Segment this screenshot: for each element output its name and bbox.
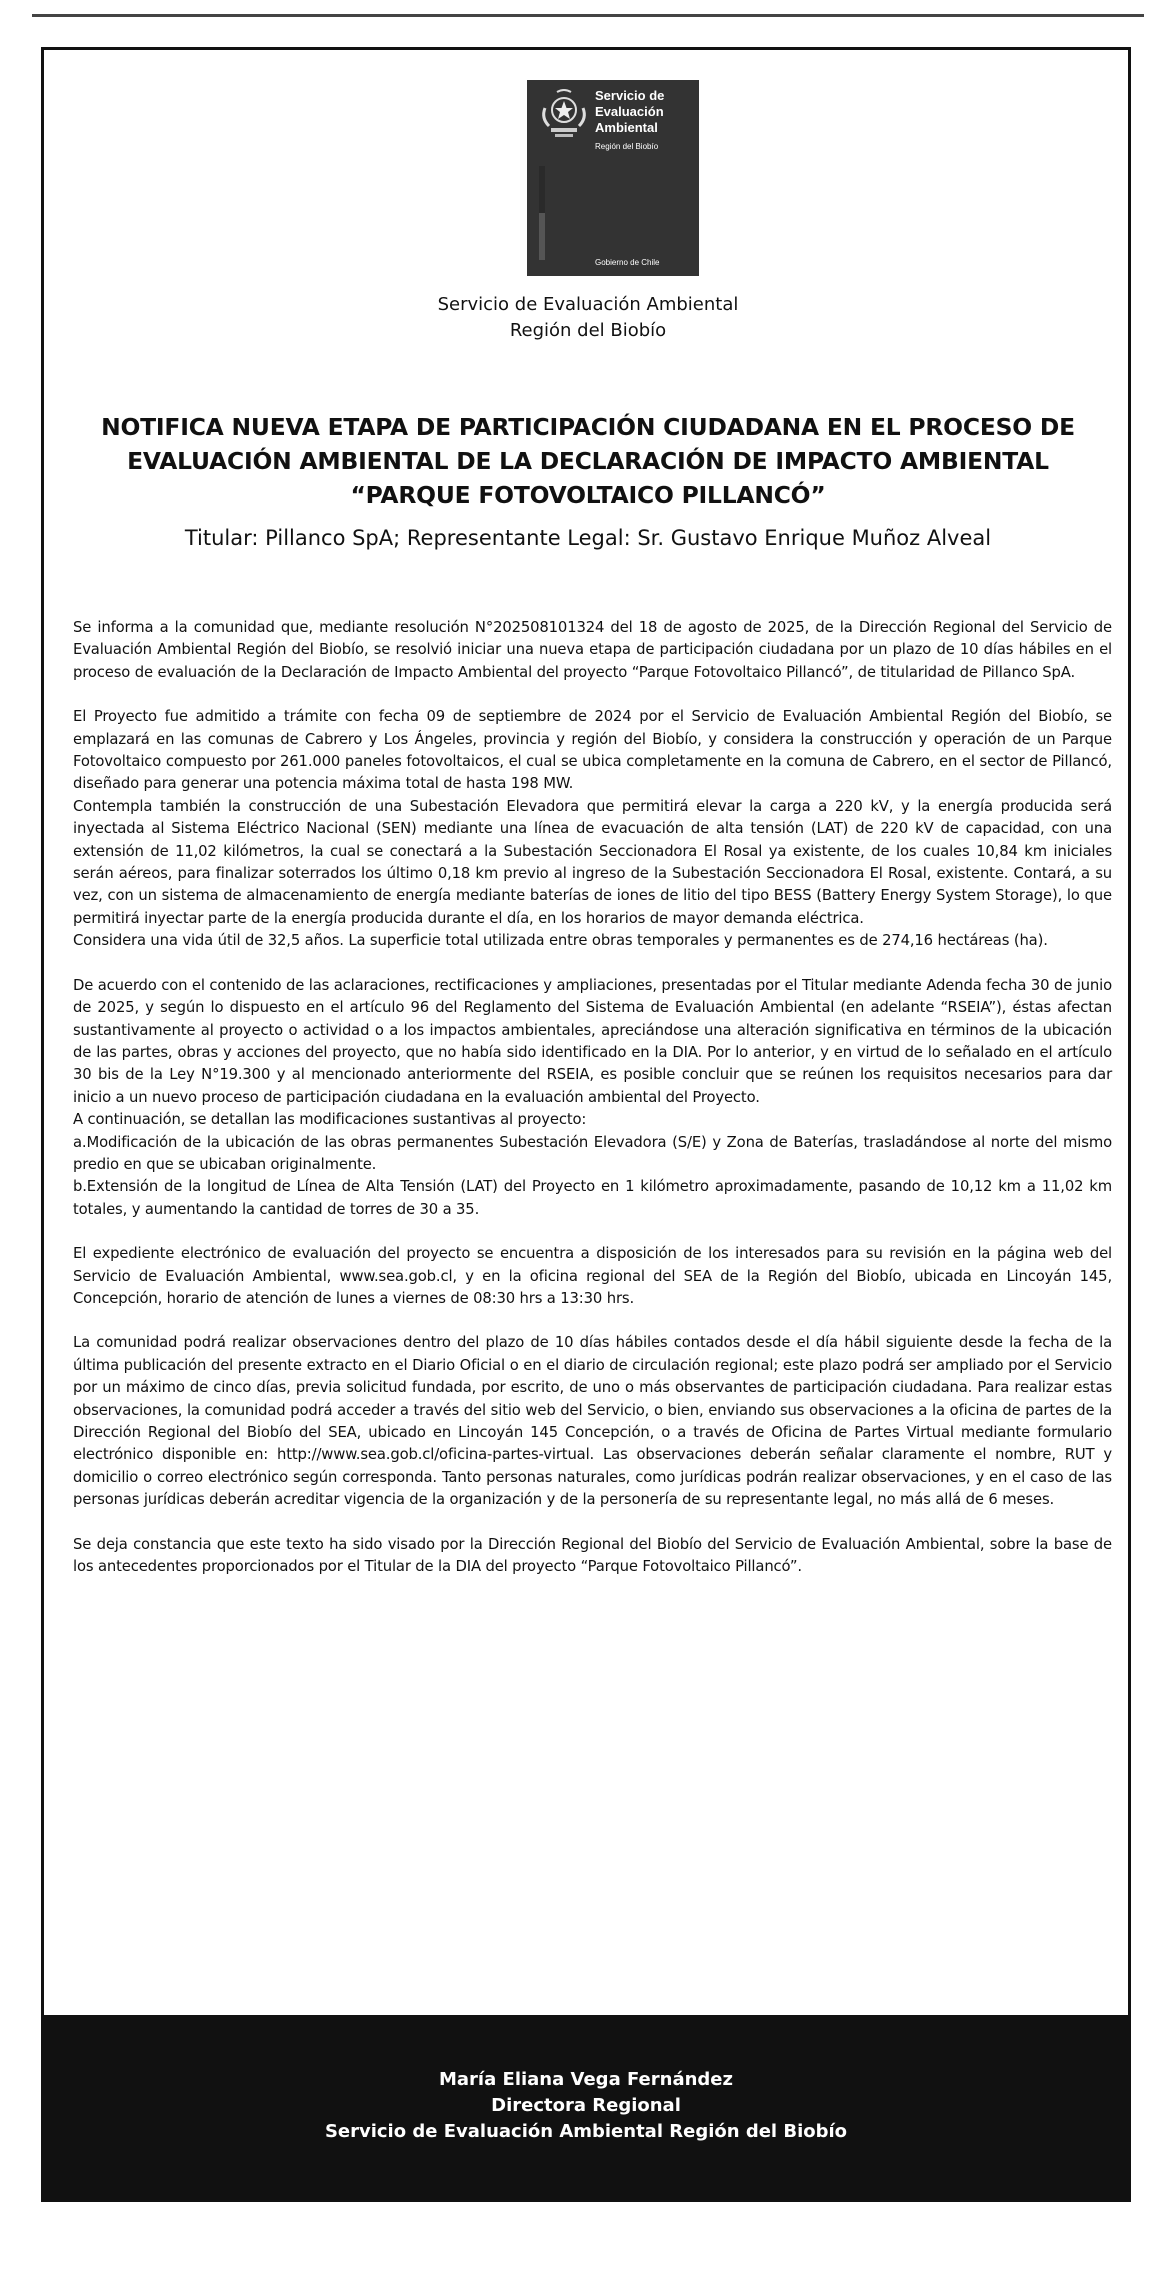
paragraph-substation: Contempla también la construcción de una Subestación Elevadora que permitirá elevar la carga a 220 kV, y la energía producida será inyectada al Sistema Eléctrico Nacional (SEN) mediante una línea de evacuación de alta tensión (LAT) de 220 kV de capacidad, con una extensión de 11,02 kilómetros, la cual se conectará a la Subestación Seccionadora El Rosal ya existente, de los cuales 10,84 km iniciales serán aéreos, para finalizar soterrados los último 0,18 km previo al ingreso de la Subestación Seccionadora El Rosal, existente. Contará, a su vez, con un sistema de almacenamiento de energía mediante baterías de iones de litio del tipo BESS (Battery Energy System Storage), lo que permitirá inyectar parte de la energía producida durante el día, en los horarios de mayor demanda eléctrica. xyxy=(73,797,1112,927)
signatory-position: Directora Regional xyxy=(491,2095,681,2116)
signatory-organization: Servicio de Evaluación Ambiental Región del Biobío xyxy=(324,2121,848,2142)
list-item: a.Modificación de la ubicación de las obras permanentes Subestación Elevadora (S/E) y Zona de Baterías, trasladándose al norte del mismo predio en que se ubicaban originalmente. xyxy=(73,1133,1112,1173)
paragraph-adenda: De acuerdo con el contenido de las aclaraciones, rectificaciones y ampliaciones, presentadas por el Titular mediante Adenda fecha 30 de junio de 2025, y según lo dispuesto en el artículo 96 del Reglamento del Sistema de Evaluación Ambiental (en adelante “RSEIA”), éstas afectan sustantivamente al proyecto o actividad o a los impactos ambientales, apreciándose una alteración significativa en términos de la ubicación de las partes, obras y acciones del proyecto, que no había sido identificado en la DIA. Por lo anterior, y en virtud de lo señalado en el artículo 30 bis de la Ley N°19.300 y al mencionado anteriormente del RSEIA, es posible concluir que se reúnen los requisitos necesarios para dar inicio a un nuevo proceso de participación ciudadana en la evaluación ambiental del Proyecto. xyxy=(73,976,1112,1106)
logo-government: Gobierno de Chile xyxy=(595,258,660,267)
paragraph-project-admission: El Proyecto fue admitido a trámite con fecha 09 de septiembre de 2024 por el Servicio de Evaluación Ambiental Región del Biobío, se emplazará en las comunas de Cabrero y Los Ángeles, provincia y región del Biobío, y considera la construcción y operación de un Parque Fotovoltaico compuesto por 261.000 paneles fotovoltaicos, el cual se ubica completamente en la comuna de Cabrero, en el sector de Pillancó, diseñado para generar una potencia máxima total de hasta 198 MW. xyxy=(73,708,1112,793)
agency-region: Región del Biobío xyxy=(509,320,667,341)
paragraph-visado: Se deja constancia que este texto ha sido visado por la Dirección Regional del Biobío del Servicio de Evaluación Ambiental, sobre la base de los antecedentes proporcionados por el Titular de la DIA del proyecto “Parque Fotovoltaico Pillancó”. xyxy=(73,1535,1112,1576)
coat-of-arms-icon xyxy=(539,88,589,144)
paragraph-lifetime: Considera una vida útil de 32,5 años. La superficie total utilizada entre obras temporales y permanentes es de 274,16 hectáreas (ha). xyxy=(73,932,1048,950)
signature-block xyxy=(41,2015,1131,2202)
paragraph-expediente: El expediente electrónico de evaluación del proyecto se encuentra a disposición de los interesados para su revisión en la página web del Servicio de Evaluación Ambiental, www.sea.gob.cl, y en la oficina regional del SEA de la Región del Biobío, ubicada en Lincoyán 145, Concepción, horario de atención de lunes a viernes de 08:30 hrs a 13:30 hrs. xyxy=(73,1245,1112,1307)
notice-body xyxy=(73,617,1112,1578)
logo-region: Región del Biobío xyxy=(595,142,659,151)
paragraph-observations: La comunidad podrá realizar observaciones dentro del plazo de 10 días hábiles contados desde el día hábil siguiente desde la fecha de la última publicación del presente extracto en el Diario Oficial o en el diario de circulación regional; este plazo podrá ser ampliado por el Servicio por un máximo de cinco días, previa solicitud fundada, por escrito, de uno o más observantes de participación ciudadana. Para realizar estas observaciones, la comunidad podrá acceder a través del sitio web del Servicio, o bien, enviando sus observaciones a la oficina de partes de la Dirección Regional del Biobío del SEA, ubicado en Lincoyán 145 Concepción, o a través de Oficina de Partes Virtual mediante formulario electrónico disponible en: http://www.sea.gob.cl/oficina-partes-virtual. Las observaciones deberán señalar claramente el nombre, RUT y domicilio o correo electrónico según corresponda. Tanto personas naturales, como jurídicas podrán realizar observaciones, y en el caso de las personas jurídicas deberán acreditar vigencia de la organización y de la personería de su representante legal, no más allá de 6 meses. xyxy=(73,1334,1112,1509)
paragraph-resolution: Se informa a la comunidad que, mediante resolución N°202508101324 del 18 de agosto de 2025, de la Dirección Regional del Servicio de Evaluación Ambiental Región del Biobío, se resolvió iniciar una nueva etapa de participación ciudadana por un plazo de 10 días hábiles en el proceso de evaluación de la Declaración de Impacto Ambiental del proyecto “Parque Fotovoltaico Pillancó”, de titularidad de Pillanco SpA. xyxy=(73,619,1112,681)
logo-flag-bar xyxy=(539,166,545,260)
notice-title: NOTIFICA NUEVA ETAPA DE PARTICIPACIÓN CIUDADANA EN EL PROCESO DE EVALUACIÓN AMBIENTAL DE LA DECLARACIÓN DE IMPACTO AMBIENTAL “PARQUE FOTOVOLTAICO PILLANCÓ” xyxy=(101,413,1075,509)
signatory-name: María Eliana Vega Fernández xyxy=(439,2069,733,2090)
agency-name: Servicio de Evaluación Ambiental xyxy=(437,294,739,315)
agency-header xyxy=(0,292,1176,344)
list-item: b.Extensión de la longitud de Línea de Alta Tensión (LAT) del Proyecto en 1 kilómetro aproximadamente, pasando de 10,12 km a 11,02 km totales, y aumentando la cantidad de torres de 30 a 35. xyxy=(73,1178,1112,1218)
titular-line: Titular: Pillanco SpA; Representante Legal: Sr. Gustavo Enrique Muñoz Alveal xyxy=(184,526,992,550)
top-rule xyxy=(32,14,1144,17)
paragraph-modifications-intro: A continuación, se detallan las modificaciones sustantivas al proyecto: xyxy=(73,1111,587,1129)
sea-logo xyxy=(527,80,699,276)
logo-text: Servicio de Evaluación Ambiental xyxy=(595,88,665,135)
